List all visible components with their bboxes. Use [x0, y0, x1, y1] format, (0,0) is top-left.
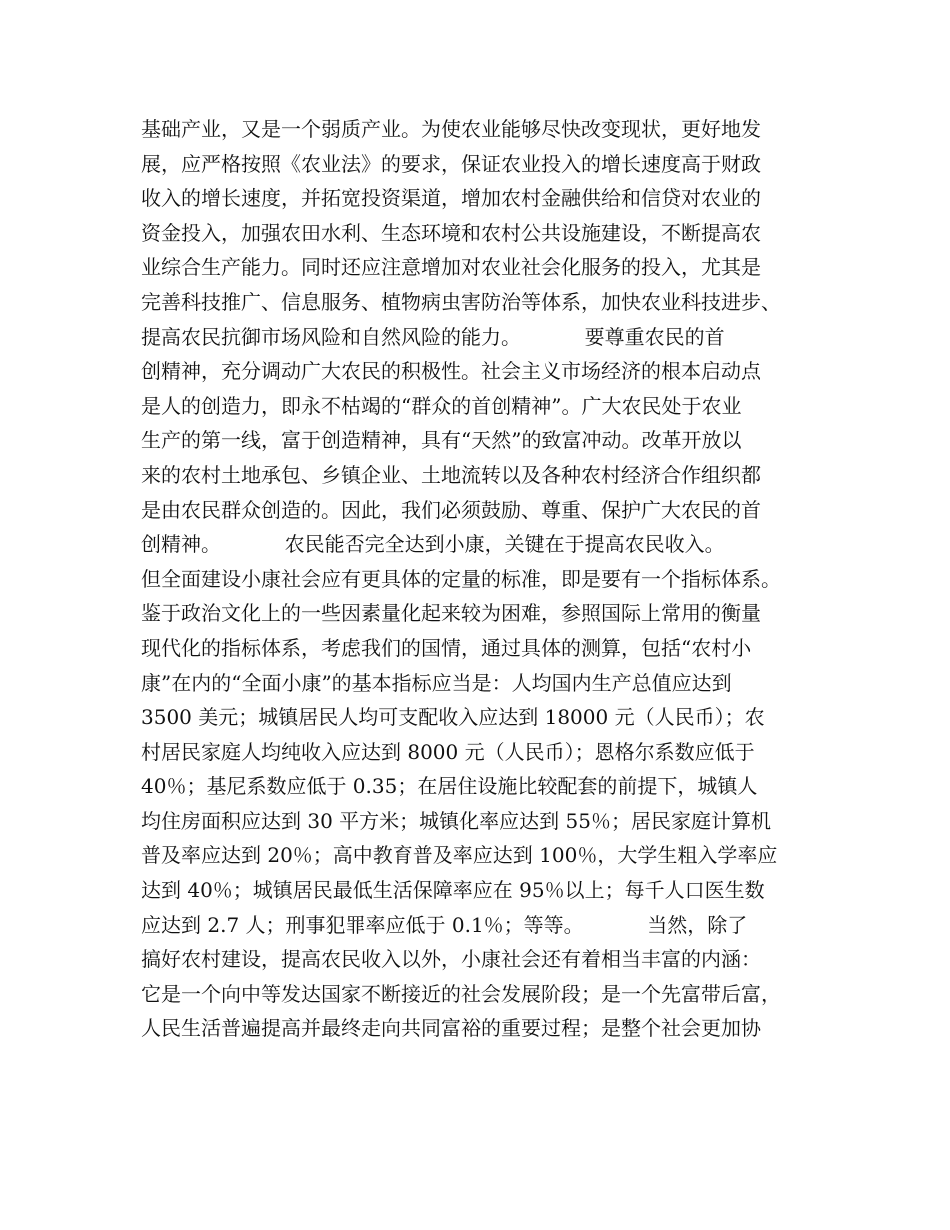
text-line: 创精神，充分调动广大农民的积极性。社会主义市场经济的根本启动点 — [141, 359, 761, 384]
text-line: 均住房面积应达到 30 平方米；城镇化率应达到 55％；居民家庭计算机 — [141, 808, 771, 833]
body-text — [141, 112, 831, 1046]
text-line: 收入的增长速度，并拓宽投资渠道，增加农村金融供给和信贷对农业的 — [141, 186, 761, 211]
text-line: 应达到 2.7 人；刑事犯罪率应低于 0.1％；等等。 当然，除了 — [141, 912, 748, 937]
text-line: 业综合生产能力。同时还应注意增加对农业社会化服务的投入，尤其是 — [141, 255, 761, 280]
text-line: 基础产业，又是一个弱质产业。为使农业能够尽快改变现状，更好地发 — [141, 117, 761, 141]
text-line: 40％；基尼系数应低于 0.35；在居住设施比较配套的前提下，城镇人 — [141, 774, 758, 799]
text-line: 生产的第一线，富于创造精神，具有“天然”的致富冲动。改革开放以 — [141, 428, 742, 453]
text-line: 完善科技推广、信息服务、植物病虫害防治等体系，加快农业科技进步、 — [141, 289, 781, 314]
text-line: 资金投入，加强农田水利、生态环境和农村公共设施建设，不断提高农 — [141, 220, 761, 245]
text-line: 达到 40％；城镇居民最低生活保障率应在 95％以上；每千人口医生数 — [141, 878, 765, 903]
text-line: 是人的创造力，即永不枯竭的“群众的首创精神”。广大农民处于农业 — [141, 393, 742, 418]
text-line: 现代化的指标体系，考虑我们的国情，通过具体的测算，包括“农村小 — [141, 635, 752, 660]
text-line: 康”在内的“全面小康”的基本指标应当是：人均国内生产总值应达到 — [141, 670, 732, 695]
text-line: 但全面建设小康社会应有更具体的定量的标准，即是要有一个指标体系。 — [141, 566, 781, 591]
text-line: 人民生活普遍提高并最终走向共同富裕的重要过程；是整个社会更加协 — [141, 1016, 761, 1041]
text-line: 展，应严格按照《农业法》的要求，保证农业投入的增长速度高于财政 — [141, 151, 761, 176]
text-line: 搞好农村建设，提高农民收入以外，小康社会还有着相当丰富的内涵： — [141, 947, 761, 972]
text-line: 提高农民抗御市场风险和自然风险的能力。 要尊重农民的首 — [141, 324, 725, 349]
text-line: 村居民家庭人均纯收入应达到 8000 元（人民币）；恩格尔系数应低于 — [141, 739, 755, 764]
text-line: 创精神。 农民能否完全达到小康，关键在于提高农民收入。 — [141, 532, 725, 557]
text-line: 来的农村土地承包、乡镇企业、土地流转以及各种农村经济合作组织都 — [141, 462, 761, 487]
text-line: 它是一个向中等发达国家不断接近的社会发展阶段；是一个先富带后富， — [141, 981, 781, 1006]
text-line: 3500 美元；城镇居民人均可支配收入应达到 18000 元（人民币）；农 — [141, 705, 765, 730]
text-line: 鉴于政治文化上的一些因素量化起来较为困难，参照国际上常用的衡量 — [141, 601, 761, 626]
text-line: 普及率应达到 20％；高中教育普及率应达到 100％，大学生粗入学率应 — [141, 843, 778, 868]
text-line: 是由农民群众创造的。因此，我们必须鼓励、尊重、保护广大农民的首 — [141, 497, 761, 522]
